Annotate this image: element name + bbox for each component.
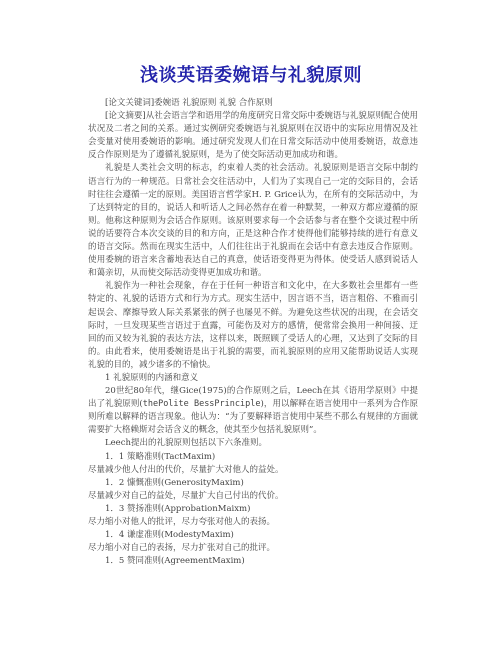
maxim-heading: 1．4 谦虚准则(ModestyMaxim) bbox=[105, 530, 234, 541]
body-paragraph-2: 礼貌作为一种社会现象，存在于任何一种语言和文化中，在大多数社会里都有一些特定的、礼貌的话语方式和行为方式。现实生活中，因言语不当，语言粗俗、不雅而引起误会、摩擦导致人际关系紧张的例子也屡见不鲜。为避免这些状况的出现，在会话交际时，一旦发现某些言语过于直露，可能伤及对方的感情，便常常会换用一种间接、迂回的而又较为礼貌的表达方法，这样以来，既照顾了受话人的心理，又达到了交际的目的。由此看来，使用委婉语是出于礼貌的需要，而礼貌原则的应用又能帮助说话人实现礼貌的目的，减少诸多的不愉快。 bbox=[88, 281, 418, 370]
para3-term: thePolite BessPrinciple bbox=[142, 399, 261, 410]
section-heading-1: 1 礼貌原则的内涵和意义 bbox=[105, 372, 199, 383]
para3-text-b: )，用以解释在语言使用中一系列为合作原则所难以解释的语言现象。他认为：“为了要解释语言使用中某些不那么有规律的方面就需要扩大格赖斯对会话含义的概念，使其至少包括礼貌原则”。 bbox=[88, 399, 418, 436]
maxim-heading: 1．5 赞同准则(AgreementMaxim) bbox=[105, 556, 245, 567]
para3-text-a: 20世纪80年代，继Gice(1975)的合作原则之后，Leech在其《语用学原则》中提出了礼貌原则( bbox=[88, 386, 418, 410]
maxim-heading: 1．1 策略准则(TactMaxim) bbox=[105, 451, 216, 462]
leech-intro-line: Leech提出的礼貌原则包括以下六条准则。 bbox=[105, 438, 267, 449]
maxim-description: 尽量减少对自己的益处，尽量扩大自己付出的代价。 bbox=[88, 490, 284, 501]
maxim-heading: 1．2 慷慨准则(GenerosityMaxim) bbox=[105, 477, 244, 488]
abstract-paragraph: [论文摘要]从社会语言学和语用学的角度研究日常交际中委婉语与礼貌原则配合使用状况及二者之间的关系。通过实例研究委婉语与礼貌原则在汉语中的实际应用情况及社会变量对使用委婉语的影响。通过研究发现人们在日常交际活动中使用委婉语，故意违反合作原则是为了遵循礼貌原则，是为了使交际活动更加成功和谐。 bbox=[88, 111, 418, 161]
keywords-line: [论文关键词]委婉语 礼貌原则 礼貌 合作原则 bbox=[105, 98, 273, 108]
body-paragraph-1: 礼貌是人类社会文明的标志，约束着人类的社会活动。礼貌原则是语言交际中制约语言行为的一种规范。日常社会交往活动中，人们为了实现自己一定的交际目的，会话时往往会遵循一定的原则。美国语言哲学家H. P. Grice认为，在所有的交际活动中，为了达到特定的目的，说话人和听话人之间必然存在着一种默契，一种双方都应遵循的原则。他称这种原则为会话合作原则。该原则要求每一个会话参与者在整个交谈过程中所说的话要符合本次交谈的目的和方向，正是这种合作才使得他们能够持续的进行有意义的语言交际。然而在现实生活中，人们往往出于礼貌而在会话中有意去违反合作原则。使用委婉的语言来含蓄地表达自己的真意，使话语变得更为得体。使受话人感到说话人和蔼亲切，从而使交际活动变得更加成功和谐。 bbox=[88, 163, 418, 279]
maxim-description: 尽量减少他人付出的代价，尽量扩大对他人的益处。 bbox=[88, 464, 284, 475]
maxim-heading: 1．3 赞扬准则(ApprobationMaixm) bbox=[105, 503, 251, 514]
maxim-description: 尽力缩小对自己的表扬，尽力扩张对自己的批评。 bbox=[88, 543, 276, 554]
page-title: 浅谈英语委婉语与礼貌原则 bbox=[140, 65, 362, 86]
maxim-description: 尽力缩小对他人的批评，尽力夸张对他人的表扬。 bbox=[88, 517, 276, 527]
body-paragraph-3 bbox=[88, 385, 418, 437]
article-body bbox=[88, 97, 418, 568]
